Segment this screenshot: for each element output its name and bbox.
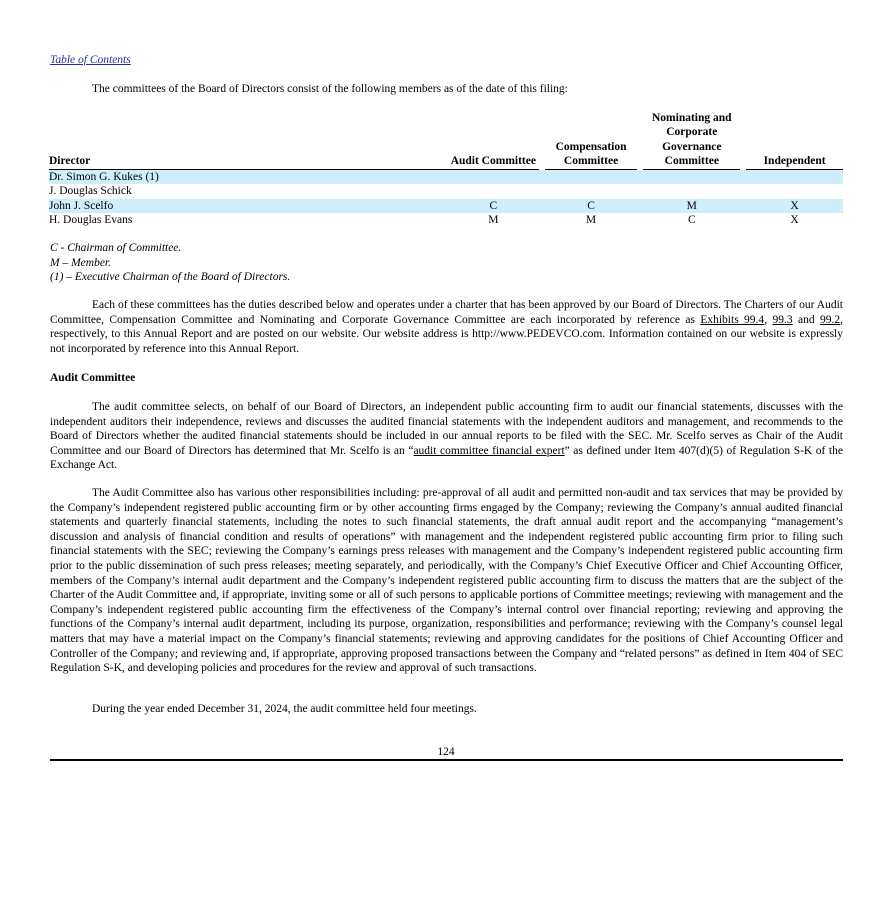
director-name: Dr. Simon G. Kukes (1) [49, 170, 448, 184]
table-legend [50, 241, 290, 285]
director-name: J. Douglas Schick [49, 185, 132, 198]
meetings-paragraph: During the year ended December 31, 2024, the audit committee held four meetings. [92, 703, 477, 715]
exhibit-99-4-link[interactable]: Exhibits 99.4 [700, 313, 765, 326]
legend-chairman: C - Chairman of Committee. [50, 242, 182, 254]
director-name: John J. Scelfo [49, 199, 448, 213]
table-row [49, 170, 843, 184]
nominating-cell: C [687, 214, 696, 227]
header-nominating-committee: Nominating and Corporate Governance Committee [643, 111, 740, 170]
audit-cell [448, 170, 539, 184]
table-header-row [49, 111, 843, 170]
independent-cell [746, 170, 843, 184]
nominating-cell: M [643, 199, 740, 213]
nominating-cell [643, 184, 740, 198]
nominating-cell [643, 170, 740, 184]
responsibilities-paragraph: The Audit Committee also has various other responsibilities including: pre-approval of all audit and permitted non-audit and tax services that may be provided by the Company’s independent registered public accounting firm or by other accounting firms engaged by the Company; reviewing the Company’s annual audited financial statements and quarterly financial statements, including the notes to such financial statements, the draft annual audit report and the accompanying “management’s discussion and analysis of financial condition and results of operations” with management and the independent registered public accounting firm prior to filing such financial statements with the SEC; reviewing the Company’s earnings press releases with management and the Company’s independent registered public accounting firm prior to the public dissemination of such press releases; meeting separately, and periodically, with the Company’s Chief Executive Officer and Chief Accounting Officer, members of the Company’s internal audit department and the Company’s independent registered public accounting firm to discuss the matters that are the subject of the Charter of the Audit Committee and, if appropriate, inviting some or all of such persons to applicable portions of Committee meetings; reviewing with management and the Company’s independent registered public accounting firm the effectiveness of the Company’s internal control over financial reporting; reviewing and approving the functions of the Company’s internal audit department, including its purpose, organization, responsibilities and performance; reviewing with the Company’s counsel legal matters that may have a material impact on the Company’s financial statements; reviewing and approving candidates for the positions of Chief Accounting Officer and Controller of the Company; and reviewing and, if appropriate, approving proposed transactions between the Company and “related persons” as defined in Item 404 of SEC Regulation S-K, and developing policies and procedures for the review and approval of such transactions. [50, 487, 843, 675]
compensation-cell [545, 184, 638, 198]
table-row [49, 199, 843, 213]
independent-cell [746, 184, 843, 198]
legend-executive-chairman: (1) – Executive Chairman of the Board of Directors. [50, 271, 291, 284]
header-compensation-committee: Compensation Committee [545, 140, 638, 171]
financial-expert-link[interactable]: audit committee financial expert [413, 444, 565, 457]
page-number: 124 [437, 746, 455, 758]
intro-text: The committees of the Board of Directors consist of the following members as of the date of this filing: [92, 83, 568, 95]
compensation-cell: M [585, 214, 597, 227]
compensation-cell: C [545, 199, 638, 213]
header-audit-committee: Audit Committee [448, 154, 539, 170]
audit-committee-paragraph: The audit committee selects, on behalf of our Board of Directors, an independent public accounting firm to audit our financial statements, discusses with the independent auditors their independence, reviews and discusses the audited financial statements with the independent auditors and management, and recommends to the Board of Directors whether the audited financial statements should be included in our annual reports to be filed with the SEC. Mr. Scelfo serves as Chair of the Audit Committee and our Board of Directors has determined that Mr. Scelfo is an “audit committee financial expert” as defined under Item 407(d)(5) of Regulation S-K of the Exchange Act. [50, 401, 843, 472]
header-independent: Independent [746, 154, 843, 170]
charters-paragraph: Each of these committees has the duties described below and operates under a charter that has been approved by our Board of Directors. The Charters of our Audit Committee, Compensation Committee and Nominating and Corporate Governance Committee are each incorporated by reference as Exhibits 99.4, 99.3 and 99.2, respectively, to this Annual Report and are posted on our website. Our website address is http://www.PEDEVCO.com. Information contained on our website is expressly not incorporated by reference into this Annual Report. [50, 299, 843, 355]
header-director: Director [49, 154, 448, 170]
footer-rule [50, 759, 843, 761]
exhibit-99-2-link[interactable]: 99.2 [820, 313, 841, 326]
director-name: H. Douglas Evans [49, 214, 133, 227]
exhibit-99-3-link[interactable]: 99.3 [772, 313, 793, 326]
independent-cell: X [790, 214, 799, 227]
audit-cell: C [448, 199, 539, 213]
audit-cell [448, 184, 539, 198]
table-of-contents-link[interactable]: Table of Contents [50, 54, 131, 66]
audit-committee-heading: Audit Committee [50, 372, 136, 384]
table-row [49, 213, 843, 227]
independent-cell: X [746, 199, 843, 213]
table-row [49, 184, 843, 198]
compensation-cell [545, 170, 638, 184]
audit-cell: M [488, 214, 499, 227]
legend-member: M – Member. [50, 256, 111, 269]
committees-table [49, 111, 843, 227]
